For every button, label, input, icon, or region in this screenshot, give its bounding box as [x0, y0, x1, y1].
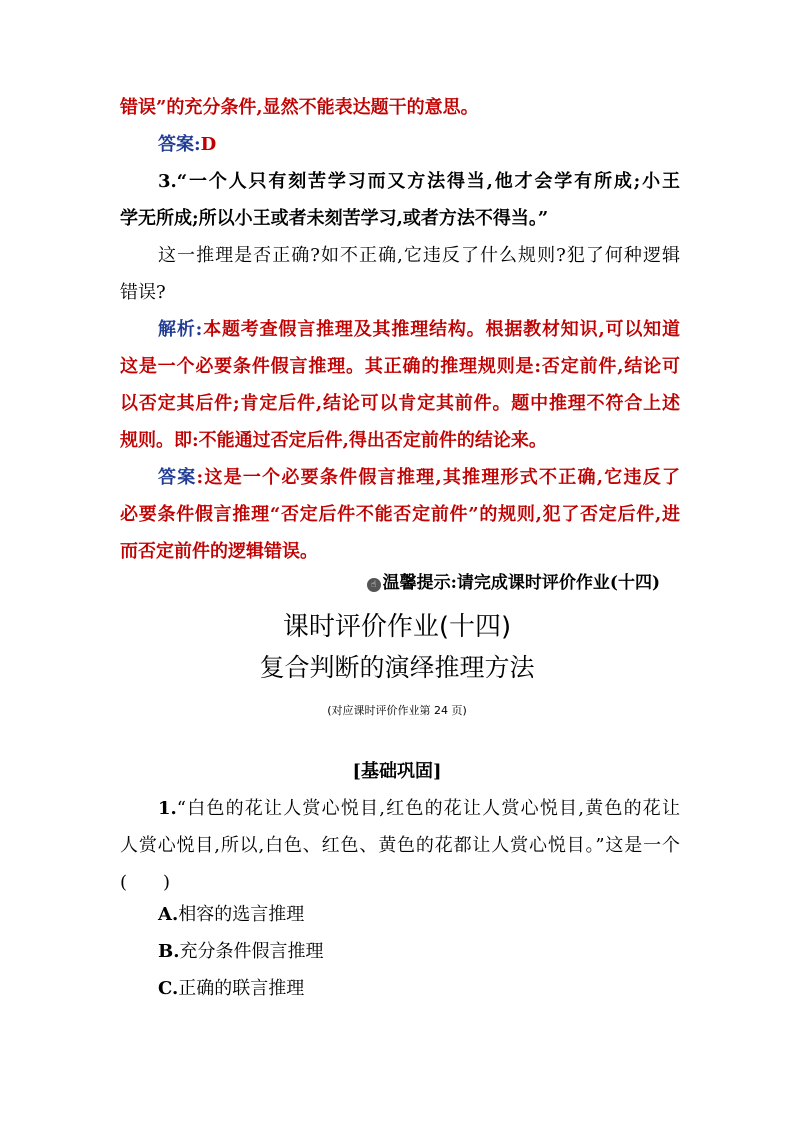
q1-option-c-text: 正确的联言推理 — [178, 978, 305, 999]
q1-line-2 — [120, 834, 680, 858]
q3-analysis-line-4 — [120, 429, 680, 453]
q1-option-a[interactable] — [158, 903, 718, 927]
q1-option-c[interactable] — [158, 977, 718, 1001]
q3-ask-line-2 — [120, 281, 680, 305]
q3-analysis-sep: : — [195, 319, 203, 340]
q3-analysis-line-2 — [120, 355, 680, 379]
hand-icon: ☝ — [367, 578, 381, 592]
q1-option-b-key: B. — [158, 941, 180, 962]
section-heading: [基础巩固] — [352, 761, 442, 782]
prev-answer-value: D — [200, 134, 217, 155]
prev-answer-sep: : — [194, 134, 201, 155]
q3-ask-text-2: 错误? — [120, 282, 166, 303]
q3-analysis-label: 解析 — [158, 319, 196, 340]
q1-option-a-key: A. — [158, 904, 179, 925]
q3-analysis-line-3 — [120, 392, 680, 416]
q3-analysis-text-3: 以否定其后件;肯定后件,结论可以肯定其前件。题中推理不符合上述 — [120, 393, 680, 414]
section-title: 课时评价作业(十四) — [282, 612, 512, 642]
q3-answer-label: 答案 — [158, 467, 197, 488]
q3-ask-text-1: 这一推理是否正确?如不正确,它违反了什么规则?犯了何种逻辑 — [158, 245, 680, 266]
q3-analysis-text-4: 规则。即:不能通过否定后件,得出否定前件的结论来。 — [120, 430, 547, 451]
prev-answer-line — [158, 133, 718, 157]
q1-text-2: 人赏心悦目,所以,白色、红色、黄色的花都让人赏心悦目。”这是一个 — [120, 835, 680, 856]
q3-line-1 — [158, 170, 680, 194]
reminder-tip-text: 温馨提示:请完成课时评价作业(十四) — [382, 573, 660, 593]
q3-answer-line-2 — [120, 503, 680, 527]
q3-answer-text-1: 这是一个必要条件假言推理,其推理形式不正确,它违反了 — [203, 467, 681, 488]
q3-answer-sep: : — [196, 467, 204, 488]
q3-number: 3. — [158, 171, 177, 192]
q3-analysis-text-1: 本题考查假言推理及其推理结构。根据教材知识,可以知道 — [202, 319, 681, 340]
q3-quote-line-2 — [120, 207, 680, 231]
q3-ask-line-1 — [158, 244, 680, 268]
q3-quote-line-1: “一个人只有刻苦学习而又方法得当,他才会学有所成;小王 — [176, 171, 680, 192]
q1-blank-text: ( ) — [120, 872, 171, 893]
reminder-tip[interactable] — [0, 571, 660, 595]
q3-answer-line-1 — [158, 466, 680, 490]
section-subtitle: 复合判断的演绎推理方法 — [259, 653, 535, 682]
q1-option-b[interactable] — [158, 940, 718, 964]
q1-text-1: “白色的花让人赏心悦目,红色的花让人赏心悦目,黄色的花让 — [176, 798, 680, 819]
prev-explanation-line — [120, 96, 680, 120]
section-page-note: (对应课时评价作业第 24 页) — [327, 704, 467, 717]
q1-number: 1. — [158, 798, 177, 819]
prev-answer-label: 答案 — [158, 134, 194, 155]
q3-answer-text-2: 必要条件假言推理“否定后件不能否定前件”的规则,犯了否定后件,进 — [120, 504, 680, 525]
q1-option-a-text: 相容的选言推理 — [178, 904, 305, 925]
q3-answer-line-3 — [120, 540, 680, 564]
q3-answer-text-3: 而否定前件的逻辑错误。 — [120, 541, 318, 562]
q3-analysis-line-1 — [158, 318, 680, 342]
q1-option-c-key: C. — [158, 978, 179, 999]
q1-option-b-text: 充分条件假言推理 — [179, 941, 324, 962]
q1-answer-blank — [120, 871, 680, 895]
q3-quote-text-2: 学无所成;所以小王或者未刻苦学习,或者方法不得当。” — [120, 208, 549, 229]
q3-analysis-text-2: 这是一个必要条件假言推理。其正确的推理规则是:否定前件,结论可 — [120, 356, 680, 377]
q1-line-1 — [158, 797, 680, 821]
prev-explanation-text: 错误”的充分条件,显然不能表达题干的意思。 — [120, 97, 479, 118]
